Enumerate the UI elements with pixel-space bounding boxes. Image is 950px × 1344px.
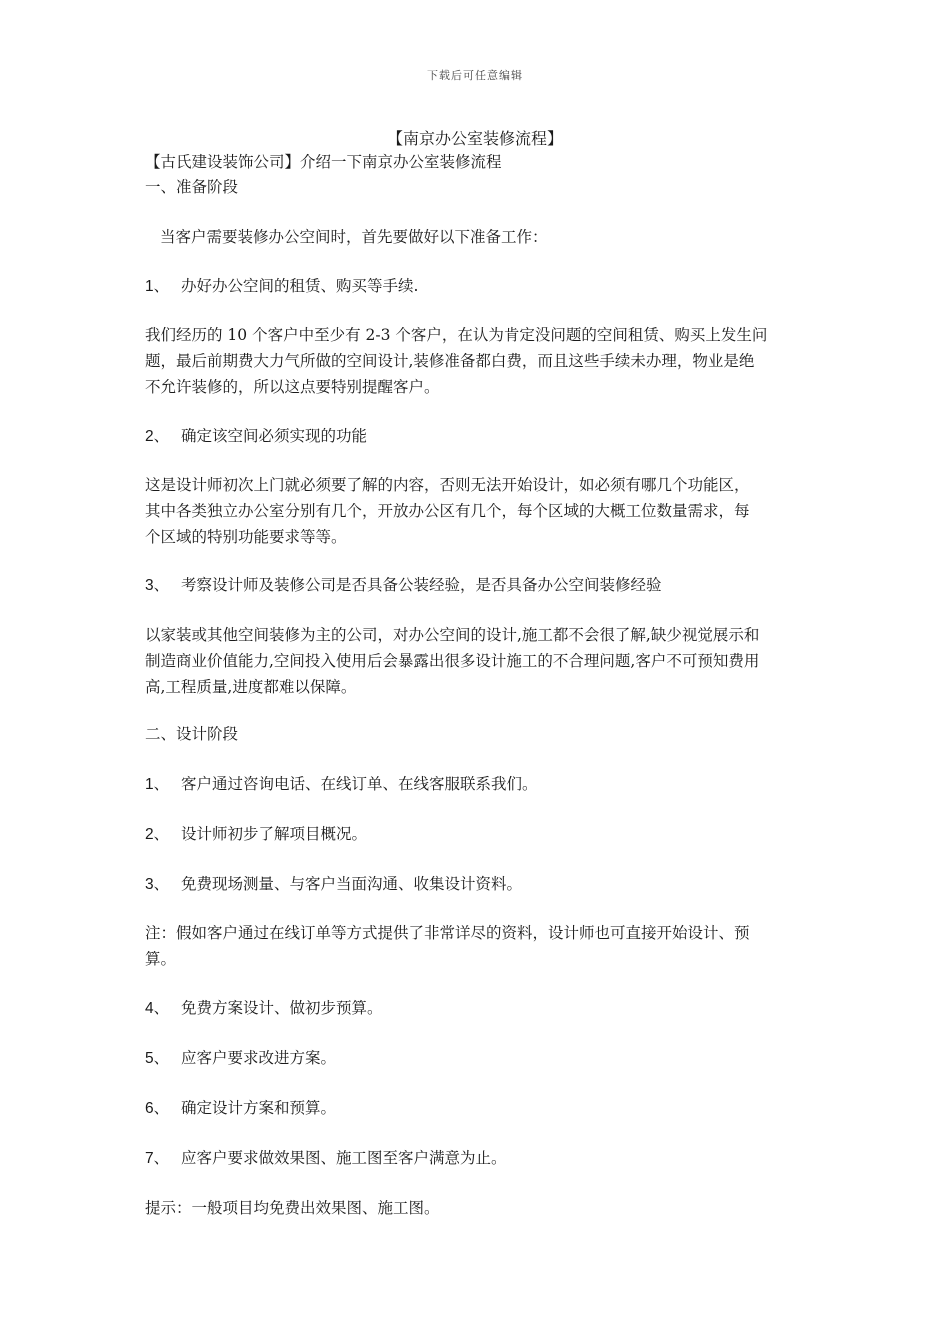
paragraph-line: 不允许装修的，所以这点要特别提醒客户。 — [145, 378, 440, 396]
item-text: 客户通过咨询电话、在线订单、在线客服联系我们。 — [181, 775, 538, 793]
list-item — [145, 771, 538, 798]
item-text: 设计师初步了解项目概况。 — [181, 825, 368, 843]
header-note: 下载后可任意编辑 — [427, 69, 523, 82]
document-title: 【南京办公室装修流程】 — [386, 129, 563, 148]
item-number: 7、 — [145, 1150, 170, 1167]
tip-line: 提示：一般项目均免费出效果图、施工图。 — [145, 1199, 440, 1217]
list-item — [145, 871, 522, 898]
paragraph — [145, 322, 813, 400]
item-number: 1、 — [145, 776, 170, 793]
item-text: 确定设计方案和预算。 — [181, 1099, 337, 1117]
paragraph-line: 算。 — [145, 950, 177, 968]
paragraph-line: 以家装或其他空间装修为主的公司，对办公空间的设计,施工都不会很了解,缺少视觉展示和 — [145, 626, 760, 644]
section1-heading: 一、准备阶段 — [145, 178, 239, 196]
paragraph-line: 题，最后前期费大力气所做的空间设计,装修准备都白费，而且这些手续未办理，物业是绝 — [145, 352, 755, 370]
list-item — [145, 423, 367, 450]
paragraph-line: 我们经历的 10 个客户中至少有 2-3 个客户，在认为肯定没问题的空间租赁、购买上发生问 — [145, 326, 768, 344]
paragraph — [145, 472, 813, 550]
list-item — [145, 821, 367, 848]
paragraph — [145, 622, 813, 700]
item-text: 办好办公空间的租赁、购买等手续. — [181, 277, 419, 295]
item-text: 免费现场测量、与客户当面沟通、收集设计资料。 — [181, 875, 523, 893]
paragraph-line: 这是设计师初次上门就必须要了解的内容，否则无法开始设计，如必须有哪几个功能区， — [145, 476, 750, 494]
list-item — [145, 1095, 336, 1122]
list-item — [145, 1045, 336, 1072]
item-number: 3、 — [145, 577, 170, 594]
intro-line: 【古氏建设装饰公司】介绍一下南京办公室装修流程 — [145, 153, 502, 171]
section1-lead: 当客户需要装修办公空间时，首先要做好以下准备工作： — [160, 228, 548, 246]
item-text: 应客户要求做效果图、施工图至客户满意为止。 — [181, 1149, 507, 1167]
list-item — [145, 273, 418, 300]
paragraph-line: 制造商业价值能力,空间投入使用后会暴露出很多设计施工的不合理问题,客户不可预知费用 — [145, 652, 760, 670]
note-paragraph — [145, 920, 813, 972]
list-item — [145, 1145, 507, 1172]
paragraph-line: 注：假如客户通过在线订单等方式提供了非常详尽的资料，设计师也可直接开始设计、预 — [145, 924, 750, 942]
list-item — [145, 995, 383, 1022]
list-item — [145, 572, 662, 599]
paragraph-line: 高,工程质量,进度都难以保障。 — [145, 678, 357, 696]
section2-heading: 二、设计阶段 — [145, 725, 239, 743]
item-text: 应客户要求改进方案。 — [181, 1049, 337, 1067]
item-text: 确定该空间必须实现的功能 — [181, 427, 368, 445]
item-number: 4、 — [145, 1000, 170, 1017]
item-number: 5、 — [145, 1050, 170, 1067]
item-text: 考察设计师及装修公司是否具备公装经验，是否具备办公空间装修经验 — [181, 576, 662, 594]
paragraph-line: 个区域的特别功能要求等等。 — [145, 528, 347, 546]
item-number: 3、 — [145, 876, 170, 893]
item-number: 2、 — [145, 826, 170, 843]
paragraph-line: 其中各类独立办公室分别有几个，开放办公区有几个，每个区域的大概工位数量需求，每 — [145, 502, 750, 520]
item-number: 2、 — [145, 428, 170, 445]
item-number: 1、 — [145, 278, 170, 295]
item-number: 6、 — [145, 1100, 170, 1117]
item-text: 免费方案设计、做初步预算。 — [181, 999, 383, 1017]
